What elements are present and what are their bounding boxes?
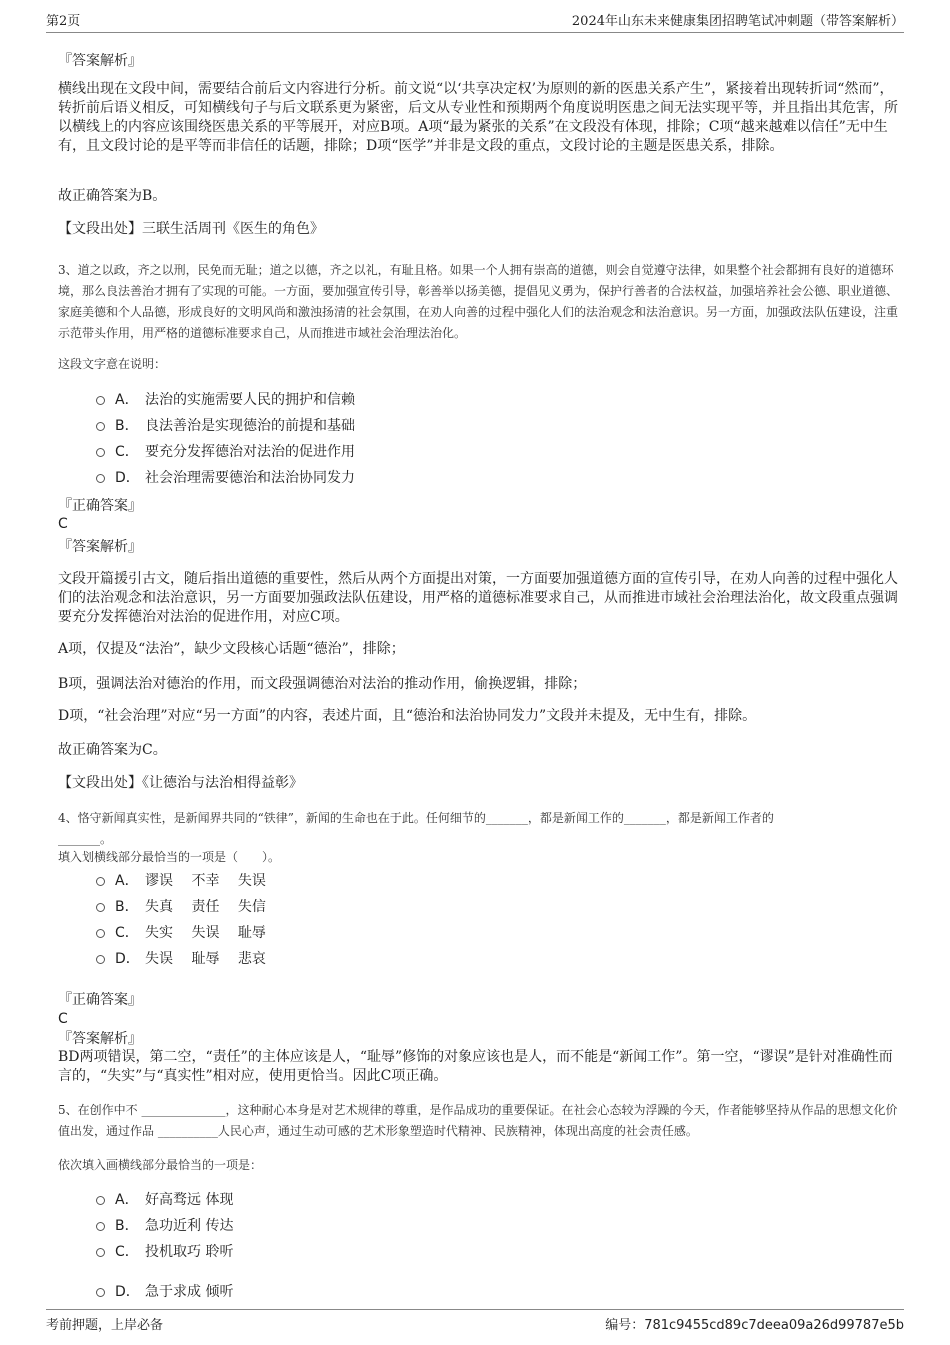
footer-code: [605, 1314, 904, 1336]
q4-option-d[interactable]: [96, 949, 266, 969]
option-letter: A．: [115, 873, 139, 889]
radio-icon[interactable]: [96, 1288, 105, 1297]
footer-code-label: 编号：: [605, 1318, 645, 1333]
option-text: 社会治理需要德治和法治协同发力: [145, 470, 355, 486]
option-letter: D．: [115, 951, 140, 967]
q3-analysis-a: A项，仅提及“法治”，缺少文段核心话题“德治”，排除；: [58, 641, 405, 657]
q5-stem: 5、在创作中不 ______________，这种耐心本身是对艺术规律的尊重，是作品成功的重要保证。在社会心态较为浮躁的今天，作者能够坚持从作品的思想文化价值出发，通过作品 __________人民心声，通过生动可感的艺术形象塑造时代精神、民族精神，体现出高度的社会责任感。: [58, 1103, 898, 1138]
option-letter: D．: [115, 1284, 140, 1300]
q4-question: 填入划横线部分最恰当的一项是（ ）。: [58, 850, 281, 864]
q3-analysis-d: D项，“社会治理”对应“另一方面”的内容，表述片面，且“德治和法治协同发力”文段并未提及，无中生有，排除。: [58, 708, 757, 724]
option-text: 失实 失误 耻辱: [145, 925, 266, 941]
q3-question: 这段文字意在说明：: [58, 357, 167, 371]
footer-slogan: 考前押题，上岸必备: [46, 1318, 164, 1333]
q2-source: 【文段出处】三联生活周刊《医生的角色》: [58, 221, 324, 237]
radio-icon[interactable]: [96, 877, 105, 886]
q4-answer: C: [58, 1011, 68, 1027]
q3-analysis-label: 『答案解析』: [58, 539, 142, 555]
q4-option-c[interactable]: [96, 923, 266, 943]
option-letter: B．: [115, 1218, 139, 1234]
q4-analysis-text: BD两项错误，第二空，“责任”的主体应该是人，“耻辱”修饰的对象应该也是人，而不能是“新闻工作”。第一空，“谬误”是针对准确性而言的，“失实”与“真实性”相对应，使用更恰当。因此C项正确。: [58, 1049, 893, 1084]
q2-analysis-label: 『答案解析』: [58, 53, 142, 69]
option-text: 失真 责任 失信: [145, 899, 266, 915]
q3-stem: 3、道之以政，齐之以刑，民免而无耻；道之以德，齐之以礼，有耻且格。如果一个人拥有崇高的道德，则会自觉遵守法律，如果整个社会都拥有良好的道德环境，那么良法善治才拥有了实现的可能。一方面，要加强宣传引导，彰善举以扬美德，提倡见义勇为，保护行善者的合法权益，加强培养社会公德、职业道德、家庭美德和个人品德，形成良好的文明风尚和激浊扬清的社会氛围，在劝人向善的过程中强化人们的法治观念和法治意识。另一方面，加强政法队伍建设，注重示范带头作用，用严格的道德标准要求自己，从而推进市域社会治理法治化。: [58, 263, 899, 340]
option-letter: B．: [115, 418, 139, 434]
option-text: 要充分发挥德治对法治的促进作用: [145, 444, 355, 460]
q4-stem-line1: 4、恪守新闻真实性，是新闻界共同的“铁律”，新闻的生命也在于此。任何细节的_______，都是新闻工作的_______，都是新闻工作者的: [58, 811, 774, 825]
q4-answer-label: 『正确答案』: [58, 992, 142, 1008]
q5-option-a[interactable]: [96, 1190, 233, 1210]
radio-icon[interactable]: [96, 1248, 105, 1257]
radio-icon[interactable]: [96, 396, 105, 405]
option-text: 投机取巧 聆听: [145, 1244, 234, 1260]
q3-option-b[interactable]: [96, 416, 355, 436]
q2-analysis-text: 横线出现在文段中间，需要结合前后文内容进行分析。前文说“以‘共享决定权’为原则的新的医患关系产生”，紧接着出现转折词“然而”，转折前后语义相反，可知横线句子与后文联系更为紧密，后文从专业性和预期两个角度说明医患之间无法实现平等，并且指出其危害，所以横线上的内容应该围绕医患关系的平等展开，对应B项。A项“最为紧张的关系”在文段没有体现，排除；C项“越来越难以信任”无中生有，且文段讨论的是平等而非信任的话题，排除；D项“医学”并非是文段的重点，文段讨论的主题是医患关系，排除。: [58, 81, 898, 154]
radio-icon[interactable]: [96, 1222, 105, 1231]
document-title: 2024年山东未来健康集团招聘笔试冲刺题（带答案解析）: [571, 14, 904, 29]
option-letter: A．: [115, 392, 139, 408]
radio-icon[interactable]: [96, 422, 105, 431]
q5-question: 依次填入画横线部分最恰当的一项是：: [58, 1158, 263, 1172]
q4-option-b[interactable]: [96, 897, 266, 917]
option-letter: C．: [115, 444, 139, 460]
radio-icon[interactable]: [96, 448, 105, 457]
q5-option-d[interactable]: [96, 1282, 233, 1302]
option-text: 良法善治是实现德治的前提和基础: [145, 418, 355, 434]
q2-conclusion: 故正确答案为B。: [58, 188, 167, 204]
footer-code-value: 781c9455cd89c7deea09a26d99787e5b: [644, 1318, 904, 1333]
radio-icon[interactable]: [96, 955, 105, 964]
q3-conclusion: 故正确答案为C。: [58, 742, 167, 758]
option-letter: C．: [115, 925, 139, 941]
q5-option-c[interactable]: [96, 1242, 233, 1262]
option-text: 急于求成 倾听: [145, 1284, 234, 1300]
q3-option-a[interactable]: [96, 390, 355, 410]
option-text: 谬误 不幸 失误: [145, 873, 266, 889]
q3-answer-label: 『正确答案』: [58, 498, 142, 514]
option-letter: C．: [115, 1244, 139, 1260]
option-text: 失误 耻辱 悲哀: [145, 951, 266, 967]
q5-option-b[interactable]: [96, 1216, 233, 1236]
q3-analysis-text: 文段开篇援引古文，随后指出道德的重要性，然后从两个方面提出对策，一方面要加强道德方面的宣传引导，在劝人向善的过程中强化人们的法治观念和法治意识，另一方面要加强政法队伍建设，用严格的道德标准要求自己，从而推进市域社会治理法治化，故文段重点强调要充分发挥德治对法治的促进作用，对应C项。: [58, 571, 898, 625]
q3-option-d[interactable]: [96, 468, 355, 488]
radio-icon[interactable]: [96, 474, 105, 483]
radio-icon[interactable]: [96, 1196, 105, 1205]
page-header: [46, 10, 904, 33]
q3-answer: C: [58, 516, 68, 532]
option-letter: D．: [115, 470, 140, 486]
option-text: 法治的实施需要人民的拥护和信赖: [145, 392, 355, 408]
q3-source: 【文段出处】《让德治与法治相得益彰》: [58, 775, 303, 791]
q3-option-c[interactable]: [96, 442, 355, 462]
radio-icon[interactable]: [96, 929, 105, 938]
page-footer: [46, 1309, 904, 1336]
option-text: 好高骛远 体现: [145, 1192, 234, 1208]
q4-stem-line2: _______。: [58, 832, 113, 846]
page-number: 第2页: [46, 14, 81, 29]
option-letter: B．: [115, 899, 139, 915]
radio-icon[interactable]: [96, 903, 105, 912]
option-letter: A．: [115, 1192, 139, 1208]
q4-analysis-label: 『答案解析』: [58, 1031, 142, 1047]
q3-analysis-b: B项，强调法治对德治的作用，而文段强调德治对法治的推动作用，偷换逻辑，排除；: [58, 676, 587, 692]
option-text: 急功近利 传达: [145, 1218, 234, 1234]
q4-option-a[interactable]: [96, 871, 266, 891]
